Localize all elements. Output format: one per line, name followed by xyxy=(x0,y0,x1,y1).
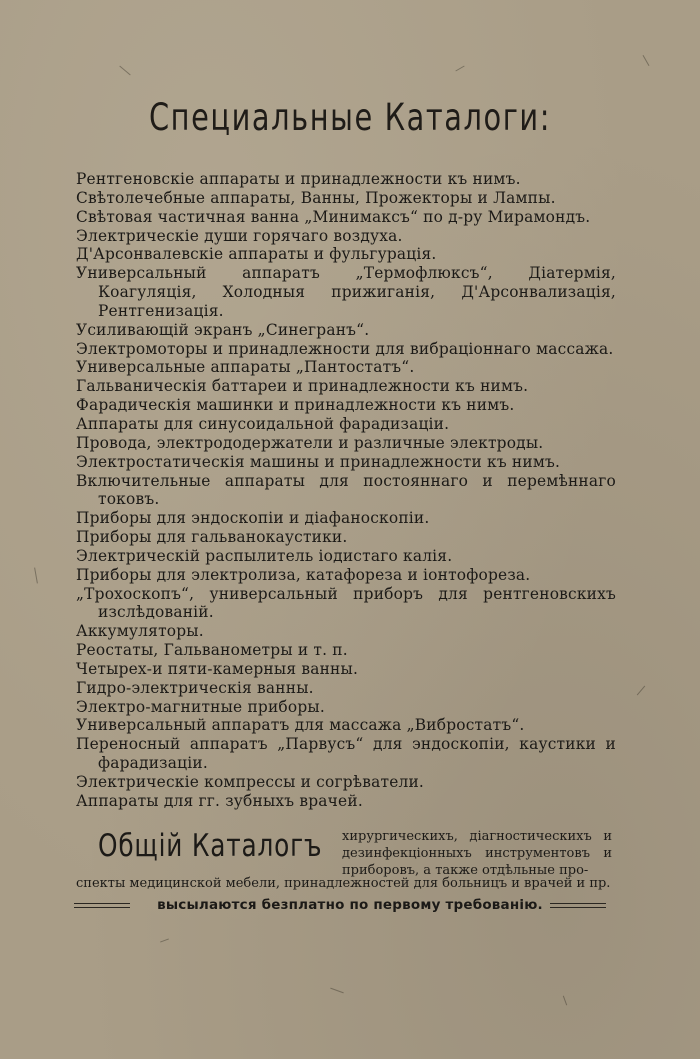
paper-fiber xyxy=(160,938,169,942)
paper-fiber xyxy=(330,988,343,994)
general-catalog-description-continued: спекты медицинской мебели, принадлежностей для больницъ и врачей и пр. xyxy=(76,876,611,891)
list-item: Универсальный аппаратъ для массажа „Вибростатъ“. xyxy=(76,716,525,735)
list-item: Электрическіе компрессы и согрѣватели. xyxy=(76,773,425,791)
list-item: Электро-магнитные приборы. xyxy=(76,697,325,716)
list-item: Переносный аппаратъ „Парвусъ“ для эндоскопіи, каустики и фарадизаціи. xyxy=(76,735,616,773)
list-item: Электромоторы и принадлежности для вибраціоннаго массажа. xyxy=(76,339,614,358)
paper-fiber xyxy=(455,66,464,72)
catalog-list xyxy=(76,170,616,811)
paper-fiber xyxy=(643,55,650,66)
right-double-rule xyxy=(550,903,606,908)
list-item: Усиливающій экранъ „Синегранъ“. xyxy=(76,320,370,339)
list-item: Гидро-электрическія ванны. xyxy=(76,678,314,697)
list-item: Электрическій распылитель іодистаго калія. xyxy=(76,546,453,565)
list-item: Реостаты, Гальванометры и т. п. xyxy=(76,641,348,660)
list-item: Аппараты для синусоидальной фарадизаціи. xyxy=(76,414,450,433)
footer-note: высылаются безплатно по первому требованію. xyxy=(157,897,543,913)
list-item: Четырех-и пяти-камерныя ванны. xyxy=(76,659,359,678)
list-item: Аккумуляторы. xyxy=(76,622,204,641)
list-item: Универсальный аппаратъ „Термофлюксъ“, Діатермія, Коагуляція, Холодныя прижиганія, Д'Арсонвализація, Рентгенизація. xyxy=(76,264,616,320)
general-catalog-heading: Общій Каталогъ xyxy=(98,828,323,864)
list-item: Фарадическія машинки и принадлежности къ нимъ. xyxy=(76,396,515,415)
list-item: Приборы для эндоскопіи и діафаноскопіи. xyxy=(76,509,430,528)
list-item: „Трохоскопъ“, универсальный приборъ для рентгеновскихъ изслѣдованій. xyxy=(76,584,616,622)
list-item: Универсальные аппараты „Пантостатъ“. xyxy=(76,358,415,377)
list-item: Рентгеновскіе аппараты и принадлежности къ нимъ. xyxy=(76,170,521,188)
list-item: Приборы для гальванокаустики. xyxy=(76,528,348,547)
list-item: Аппараты для гг. зубныхъ врачей. xyxy=(76,791,363,810)
list-item: Свѣтолечебные аппараты, Ванны, Прожекторы и Лампы. xyxy=(76,188,556,207)
list-item: Электрическіе души горячаго воздуха. xyxy=(76,226,403,245)
list-item: Д'Арсонвалевскіе аппараты и фульгурація. xyxy=(76,245,437,264)
paper-fiber xyxy=(563,996,567,1006)
list-item: Электростатическія машины и принадлежности къ нимъ. xyxy=(76,452,561,471)
paper-fiber xyxy=(34,568,38,584)
list-item: Провода, электрододержатели и различные электроды. xyxy=(76,433,544,452)
list-item: Свѣтовая частичная ванна „Минимаксъ“ по д-ру Мирамондъ. xyxy=(76,207,591,226)
list-item: Гальваническія баттареи и принадлежности къ нимъ. xyxy=(76,377,529,396)
general-catalog-description: хирургическихъ, діагностическихъ и дезинфекціонныхъ инструментовъ и приборовъ, а также отдѣльные про- xyxy=(342,829,612,878)
list-item: Включительные аппараты для постояннаго и перемѣннаго токовъ. xyxy=(76,471,616,509)
list-item: Приборы для электролиза, катафореза и іонтофореза. xyxy=(76,565,531,584)
paper-fiber xyxy=(119,66,130,76)
page-title: Специальные Каталоги: xyxy=(148,96,552,139)
paper-fiber xyxy=(637,686,645,696)
